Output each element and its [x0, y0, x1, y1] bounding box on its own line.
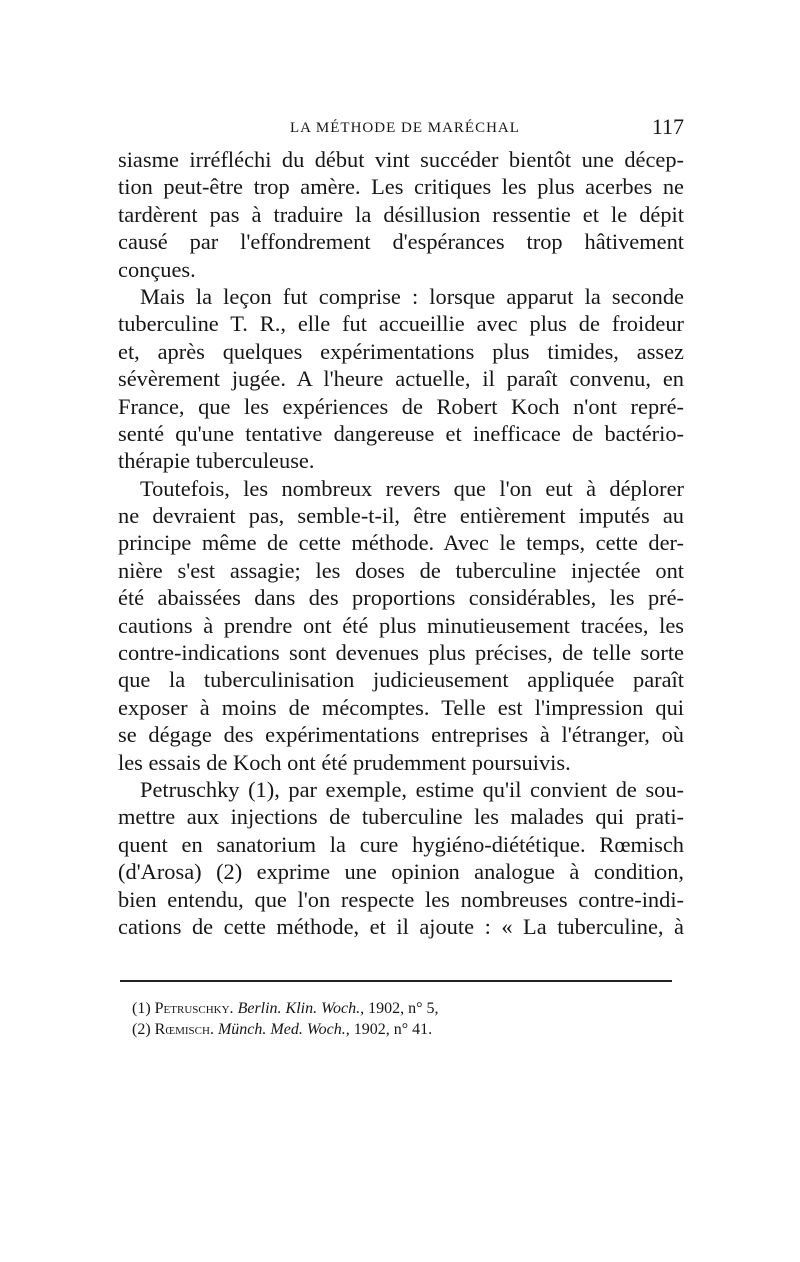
footnote-author: Rœmisch.: [154, 1021, 214, 1038]
text-line: (d'Arosa) (2) exprime une opinion analogue à condition,: [118, 859, 684, 885]
text-line: causé par l'effondrement d'espérances trop hâtivement: [118, 229, 684, 255]
page-header: [118, 116, 684, 140]
text-line: Mais la leçon fut comprise : lorsque apparut la seconde: [140, 283, 684, 309]
footnote-ref: 1902, n° 5,: [368, 1000, 439, 1017]
text-line: principe même de cette méthode. Avec le temps, cette der-: [118, 530, 684, 556]
text-line: contre-indications sont devenues plus précises, de telle sorte: [118, 640, 684, 666]
paragraph: [118, 776, 684, 940]
footnotes: [132, 998, 672, 1040]
footnote-author: Petruschky.: [154, 1000, 234, 1017]
page-number: 117: [651, 114, 684, 139]
text-line: été abaissées dans des proportions considérables, les pré-: [118, 585, 684, 611]
paragraph: [118, 475, 684, 776]
text-line: les essais de Koch ont été prudemment poursuivis.: [118, 749, 571, 775]
text-line: Petruschky (1), par exemple, estime qu'il convient de sou-: [140, 776, 684, 802]
footnote-mark: (1): [132, 1000, 151, 1017]
text-line: mettre aux injections de tuberculine les malades qui prati-: [118, 804, 684, 830]
footnote-separator: [120, 980, 672, 982]
text-line: Toutefois, les nombreux revers que l'on eut à déplorer: [140, 475, 684, 501]
text-line: bien entendu, que l'on respecte les nombreuses contre-indi-: [118, 886, 684, 912]
footnote-ref: 1902, n° 41.: [353, 1021, 433, 1038]
text-line: cations de cette méthode, et il ajoute : « La tuberculine, à: [118, 913, 684, 939]
text-line: et, après quelques expérimentations plus timides, assez: [118, 338, 684, 364]
text-line: France, que les expériences de Robert Koch n'ont repré-: [118, 393, 684, 419]
text-line: tuberculine T. R., elle fut accueillie avec plus de froideur: [118, 311, 684, 337]
footnote: [132, 998, 672, 1019]
footnote-journal: Münch. Med. Woch.,: [217, 1021, 350, 1038]
text-line: tardèrent pas à traduire la désillusion ressentie et le dépit: [118, 201, 684, 227]
text-line: tion peut-être trop amère. Les critiques les plus acerbes ne: [118, 174, 684, 200]
text-line: exposer à moins de mécomptes. Telle est l'impression qui: [118, 694, 684, 720]
running-title: LA MÉTHODE DE MARÉCHAL: [290, 120, 520, 136]
text-line: conçues.: [118, 256, 196, 282]
text-line: ne devraient pas, semble-t-il, être entièrement imputés au: [118, 503, 684, 529]
paragraph: [118, 283, 684, 475]
text-line: senté qu'une tentative dangereuse et inefficace de bactério-: [118, 420, 684, 446]
body-text: [118, 146, 684, 940]
text-line: que la tuberculinisation judicieusement appliquée paraît: [118, 667, 684, 693]
footnote: [132, 1019, 672, 1040]
text-line: thérapie tuberculeuse.: [118, 448, 315, 474]
text-line: nière s'est assagie; les doses de tuberculine injectée ont: [118, 557, 684, 583]
text-line: sévèrement jugée. A l'heure actuelle, il paraît convenu, en: [118, 366, 684, 392]
paragraph: [118, 146, 684, 283]
text-line: siasme irréfléchi du début vint succéder bientôt une décep-: [118, 147, 684, 172]
footnote-mark: (2): [132, 1021, 151, 1038]
text-line: se dégage des expérimentations entreprises à l'étranger, où: [118, 722, 684, 748]
text-line: cautions à prendre ont été plus minutieusement tracées, les: [118, 612, 684, 638]
text-line: quent en sanatorium la cure hygiéno-diététique. Rœmisch: [118, 831, 684, 857]
footnote-journal: Berlin. Klin. Woch.,: [237, 1000, 365, 1017]
